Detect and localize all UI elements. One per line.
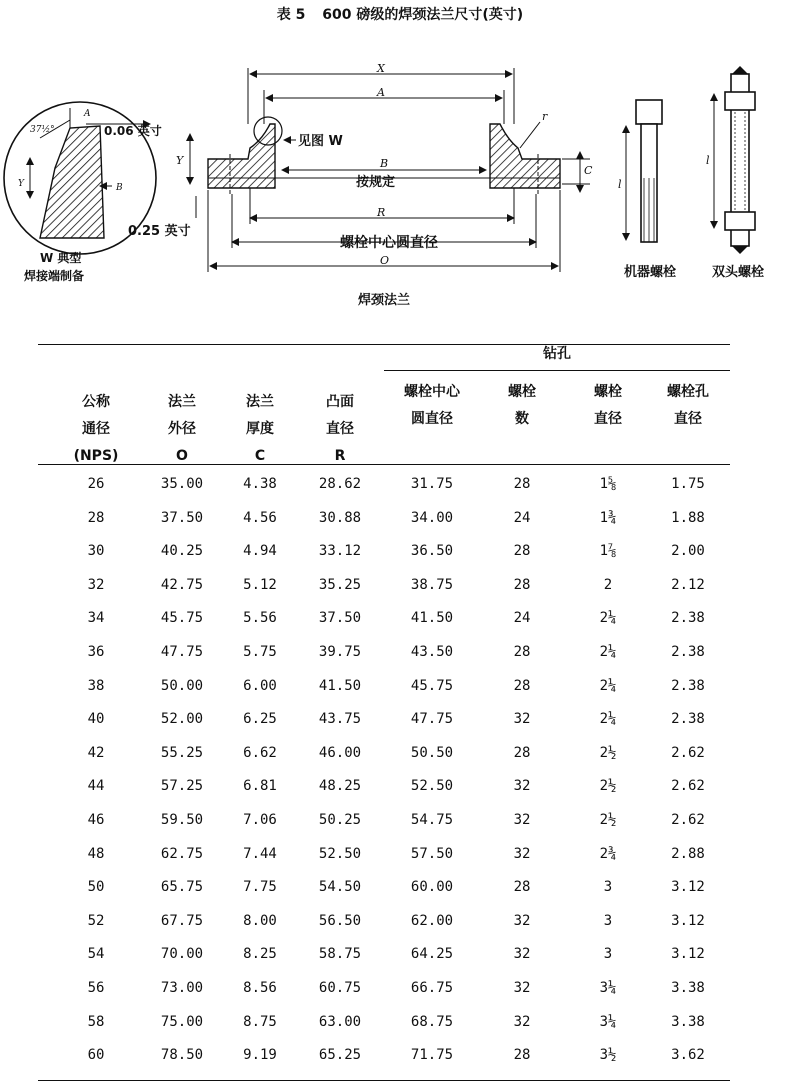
table-cell: 40.25 — [160, 543, 204, 560]
table-cell: 3 — [603, 946, 613, 963]
table-cell: 65.75 — [160, 879, 204, 896]
table-cell: 67.75 — [160, 912, 204, 929]
table-cell: 9.19 — [243, 1047, 277, 1064]
table-cell: 6.62 — [243, 744, 277, 761]
table-cell: 2.12 — [671, 576, 705, 593]
table-cell: 8.75 — [243, 1013, 277, 1030]
column-header-line: 数 — [515, 411, 529, 427]
table-cell: 6.81 — [243, 778, 277, 795]
table-cell: 65.25 — [318, 1047, 362, 1064]
table-cell: 34 — [87, 610, 105, 627]
table-cell: 2.62 — [671, 812, 705, 828]
table-cell: 32 — [513, 1013, 531, 1030]
table-cell: 66.75 — [410, 980, 454, 996]
table-row — [38, 1045, 730, 1079]
machine-bolt-drawing — [626, 100, 662, 242]
table-cell: 32 — [513, 812, 531, 828]
table-cell: 55.25 — [160, 744, 204, 761]
table-cell: 24 — [513, 610, 531, 627]
table-row — [38, 575, 730, 609]
table-cell: 26 — [87, 476, 105, 492]
table-cell: 4.56 — [243, 509, 277, 526]
detail-a-label: A — [84, 109, 91, 119]
table-cell: 60.75 — [318, 980, 362, 996]
table-cell: 1¾ — [599, 509, 617, 526]
table-cell: 28 — [87, 509, 105, 526]
machine-bolt-caption: 机器螺栓 — [624, 265, 677, 280]
column-header-line: C — [254, 448, 266, 464]
table-cell: 32 — [513, 980, 531, 996]
table-cell: 32 — [513, 845, 531, 862]
table-row — [38, 810, 730, 844]
table-cell: 3.12 — [671, 879, 705, 896]
table-cell: 47.75 — [410, 711, 454, 728]
table-cell: 2.00 — [671, 543, 705, 560]
table-cell: 5.56 — [243, 610, 277, 627]
table-cell: 32 — [513, 946, 531, 963]
table-row — [38, 642, 730, 676]
table-cell: 52.50 — [318, 845, 362, 862]
column-header-line: 通径 — [82, 421, 110, 437]
detail-y-label: Y — [18, 179, 24, 189]
table-cell: 68.75 — [410, 1013, 454, 1030]
column-header-line: 法兰 — [246, 394, 274, 410]
table-cell: 56 — [87, 980, 105, 996]
table-cell: 1⅝ — [599, 476, 617, 492]
column-header-line: 圆直径 — [411, 411, 453, 427]
table-row — [38, 608, 730, 642]
column-header-line: 螺栓孔 — [667, 384, 709, 400]
column-header-line: 厚度 — [246, 421, 274, 437]
see-w-label: 见图 W — [298, 134, 343, 149]
table-cell: 75.00 — [160, 1013, 204, 1030]
table-cell: 2.62 — [671, 778, 705, 795]
table-cell: 2¼ — [599, 644, 617, 660]
table-cell: 71.75 — [410, 1047, 454, 1064]
per-spec-label: 按规定 — [356, 175, 396, 190]
table-row — [38, 776, 730, 810]
table-cell: 28 — [513, 879, 531, 896]
table-cell: 2 — [603, 576, 613, 593]
table-cell: 63.00 — [318, 1013, 362, 1030]
dim-y-label: Y — [176, 154, 184, 167]
dim-o-label: O — [380, 254, 390, 267]
detail-caption-2: 焊接端制备 — [24, 269, 85, 283]
detail-caption-1: W 典型 — [40, 251, 82, 265]
bolt-circle-label: 螺栓中心圆直径 — [340, 235, 438, 251]
column-header-line: 螺栓中心 — [404, 384, 460, 400]
table-row — [38, 877, 730, 911]
table-cell: 1⅞ — [599, 543, 617, 560]
column-header-line: 螺栓 — [594, 384, 622, 400]
group-header-rule — [384, 370, 730, 371]
table-cell: 41.50 — [410, 610, 454, 627]
stud-bolt-drawing — [714, 66, 755, 254]
table-cell: 54.75 — [410, 812, 454, 828]
column-header-line: 公称 — [82, 394, 110, 410]
table-cell: 5.12 — [243, 576, 277, 593]
table-cell: 3.62 — [671, 1047, 705, 1064]
table-cell: 42.75 — [160, 576, 204, 593]
table-row — [38, 709, 730, 743]
table-cell: 28.62 — [318, 476, 362, 492]
dim-025-label: 0.25 英寸 — [128, 224, 191, 239]
detail-b-label: B — [116, 183, 123, 193]
table-cell: 47.75 — [160, 644, 204, 660]
table-cell: 60 — [87, 1047, 105, 1064]
table-cell: 3½ — [599, 1047, 617, 1064]
table-cell: 58.75 — [318, 946, 362, 963]
table-cell: 28 — [513, 1047, 531, 1064]
flange-caption: 焊颈法兰 — [358, 293, 411, 308]
dim-a-label: A — [377, 86, 385, 99]
column-header-line: 直径 — [674, 411, 702, 427]
table-cell: 57.50 — [410, 845, 454, 862]
table-cell: 38.75 — [410, 576, 454, 593]
table-cell: 32 — [513, 778, 531, 795]
table-cell: 32 — [513, 711, 531, 728]
table-cell: 32 — [87, 576, 105, 593]
table-cell: 52.50 — [410, 778, 454, 795]
table-cell: 40 — [87, 711, 105, 728]
table-cell: 28 — [513, 576, 531, 593]
table-cell: 1.88 — [671, 509, 705, 526]
column-header-line: 外径 — [168, 421, 196, 437]
table-cell: 6.00 — [243, 677, 277, 694]
table-cell: 52.00 — [160, 711, 204, 728]
table-cell: 34.00 — [410, 509, 454, 526]
table-cell: 30.88 — [318, 509, 362, 526]
table-cell: 33.12 — [318, 543, 362, 560]
header-bottom-rule — [38, 464, 730, 465]
table-cell: 6.25 — [243, 711, 277, 728]
table-cell: 2½ — [599, 812, 617, 828]
table-cell: 48 — [87, 845, 105, 862]
machine-bolt-l-label: l — [618, 178, 622, 191]
table-cell: 2.38 — [671, 644, 705, 660]
table-cell: 73.00 — [160, 980, 204, 996]
table-cell: 4.38 — [243, 476, 277, 492]
table-cell: 2.38 — [671, 677, 705, 694]
dim-x-label: X — [377, 62, 385, 75]
table-cell: 41.50 — [318, 677, 362, 694]
stud-bolt-l-label: l — [706, 154, 710, 167]
table-cell: 50.50 — [410, 744, 454, 761]
table-row — [38, 541, 730, 575]
table-bottom-rule — [38, 1080, 730, 1081]
detail-angle-label: 37½° — [30, 125, 55, 135]
table-cell: 8.00 — [243, 912, 277, 929]
table-row — [38, 508, 730, 542]
detail-bevel — [40, 126, 104, 238]
detail-dim-label: 0.06 英寸 — [104, 124, 162, 138]
table-row — [38, 1012, 730, 1046]
table-cell: 28 — [513, 644, 531, 660]
column-header-line: 直径 — [326, 421, 354, 437]
table-cell: 35.25 — [318, 576, 362, 593]
table-cell: 3¼ — [599, 980, 617, 996]
table-cell: 39.75 — [318, 644, 362, 660]
table-cell: 35.00 — [160, 476, 204, 492]
table-cell: 38 — [87, 677, 105, 694]
table-cell: 37.50 — [318, 610, 362, 627]
table-cell: 78.50 — [160, 1047, 204, 1064]
table-cell: 56.50 — [318, 912, 362, 929]
table-cell: 2¼ — [599, 610, 617, 627]
table-cell: 57.25 — [160, 778, 204, 795]
dim-c-label: C — [584, 164, 593, 177]
table-cell: 54.50 — [318, 879, 362, 896]
table-cell: 1.75 — [671, 476, 705, 492]
table-number: 表 5 — [276, 7, 306, 23]
detail-w — [4, 102, 162, 283]
column-header-line: 凸面 — [326, 394, 354, 410]
table-cell: 50.00 — [160, 677, 204, 694]
table-cell: 2½ — [599, 744, 617, 761]
table-cell: 42 — [87, 744, 105, 761]
table-cell: 24 — [513, 509, 531, 526]
table-cell: 28 — [513, 744, 531, 761]
table-cell: 60.00 — [410, 879, 454, 896]
group-header-drilling: 钻孔 — [543, 346, 571, 362]
column-header-line: R — [334, 448, 346, 464]
table-cell: 64.25 — [410, 946, 454, 963]
dim-b-label: B — [380, 157, 389, 170]
table-row — [38, 844, 730, 878]
table-row — [38, 474, 730, 508]
table-cell: 2¾ — [599, 845, 617, 862]
stud-bolt-caption: 双头螺栓 — [712, 265, 765, 280]
table-cell: 2.38 — [671, 610, 705, 627]
page-title — [0, 4, 800, 24]
table-cell: 46 — [87, 812, 105, 828]
table-row — [38, 743, 730, 777]
table-cell: 54 — [87, 946, 105, 963]
table-cell: 70.00 — [160, 946, 204, 963]
table-cell: 7.06 — [243, 812, 277, 828]
table-row — [38, 978, 730, 1012]
column-header-line: O — [176, 448, 188, 464]
table-cell: 5.75 — [243, 644, 277, 660]
table-cell: 52 — [87, 912, 105, 929]
table-cell: 7.75 — [243, 879, 277, 896]
table-cell: 28 — [513, 677, 531, 694]
table-cell: 2.38 — [671, 711, 705, 728]
table-cell: 2¼ — [599, 711, 617, 728]
dim-big-r-label: R — [377, 206, 386, 219]
column-header-line: 螺栓 — [508, 384, 536, 400]
table-row — [38, 944, 730, 978]
table-cell: 59.50 — [160, 812, 204, 828]
table-cell: 45.75 — [160, 610, 204, 627]
table-row — [38, 911, 730, 945]
table-cell: 3 — [603, 879, 613, 896]
table-cell: 50 — [87, 879, 105, 896]
column-header-line: (NPS) — [73, 448, 119, 464]
table-title-text: 600 磅级的焊颈法兰尺寸(英寸) — [322, 7, 524, 23]
table-cell: 36.50 — [410, 543, 454, 560]
table-cell: 43.75 — [318, 711, 362, 728]
table-cell: 8.25 — [243, 946, 277, 963]
table-cell: 58 — [87, 1013, 105, 1030]
table-cell: 2¼ — [599, 677, 617, 694]
table-cell: 2½ — [599, 778, 617, 795]
flange-figure — [0, 28, 800, 318]
table-cell: 3.38 — [671, 980, 705, 996]
table-cell: 43.50 — [410, 644, 454, 660]
table-cell: 3¼ — [599, 1013, 617, 1030]
table-cell: 2.88 — [671, 845, 705, 862]
table-cell: 7.44 — [243, 845, 277, 862]
table-cell: 46.00 — [318, 744, 362, 761]
table-cell: 3.38 — [671, 1013, 705, 1030]
table-cell: 2.62 — [671, 744, 705, 761]
table-cell: 48.25 — [318, 778, 362, 795]
table-cell: 50.25 — [318, 812, 362, 828]
table-cell: 3.12 — [671, 946, 705, 963]
table-cell: 8.56 — [243, 980, 277, 996]
dim-r-label: r — [542, 110, 548, 123]
table-cell: 3 — [603, 912, 613, 929]
table-cell: 37.50 — [160, 509, 204, 526]
table-cell: 62.75 — [160, 845, 204, 862]
column-header-line: 法兰 — [168, 394, 196, 410]
table-cell: 28 — [513, 543, 531, 560]
table-cell: 36 — [87, 644, 105, 660]
table-row — [38, 676, 730, 710]
table-cell: 62.00 — [410, 912, 454, 929]
table-cell: 32 — [513, 912, 531, 929]
table-cell: 31.75 — [410, 476, 454, 492]
table-cell: 28 — [513, 476, 531, 492]
table-cell: 3.12 — [671, 912, 705, 929]
table-cell: 44 — [87, 778, 105, 795]
table-cell: 45.75 — [410, 677, 454, 694]
column-header-line: 直径 — [594, 411, 622, 427]
table-cell: 4.94 — [243, 543, 277, 560]
table-cell: 30 — [87, 543, 105, 560]
